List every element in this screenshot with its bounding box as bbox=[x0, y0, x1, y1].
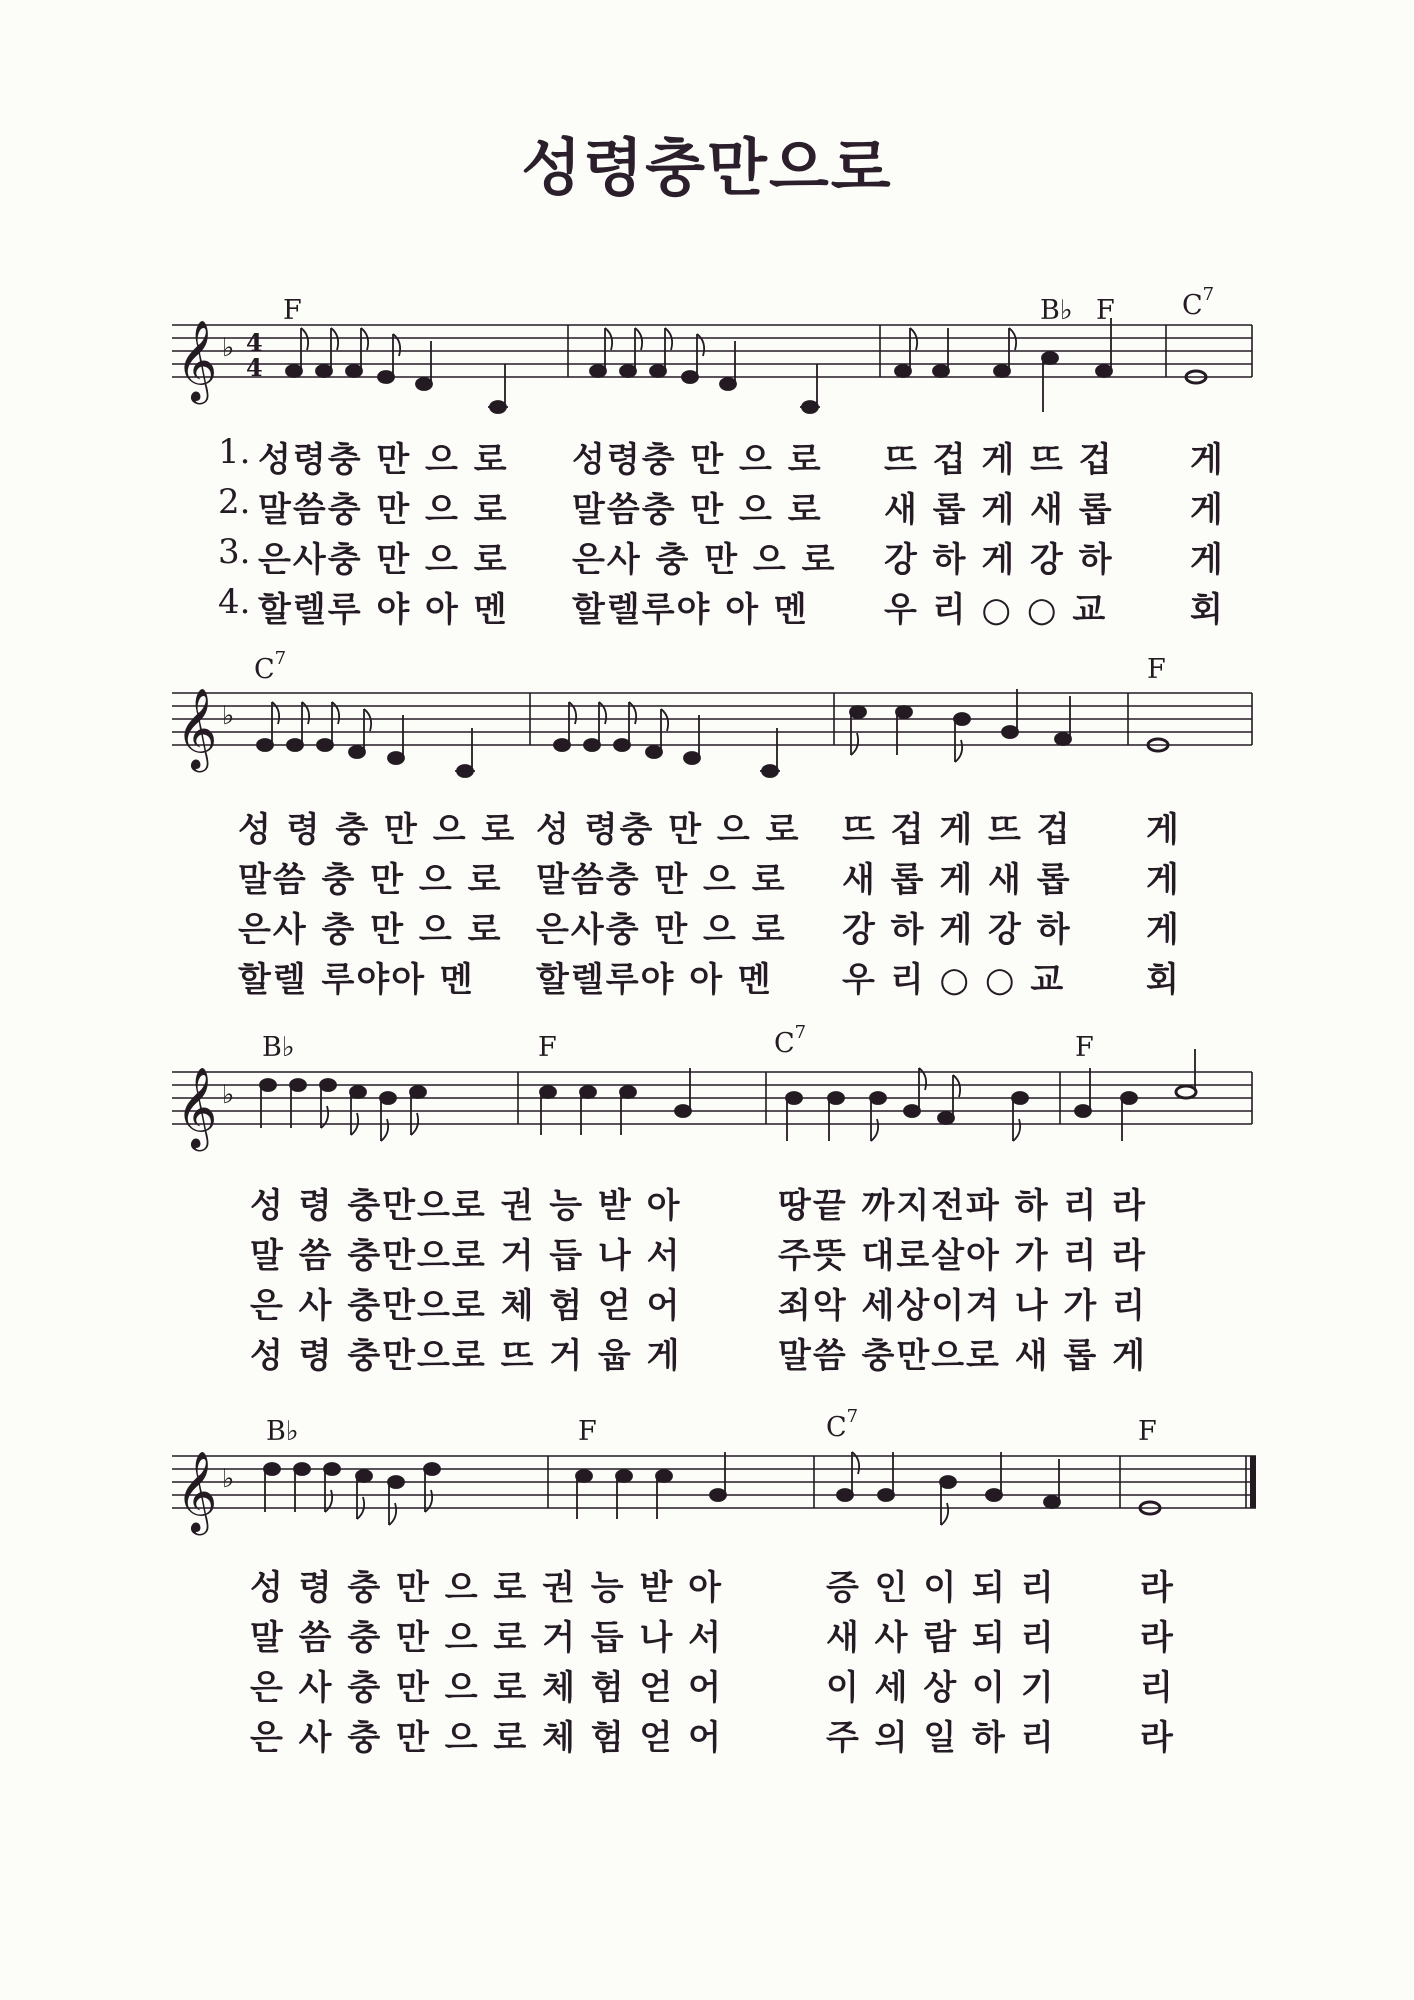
flat-key-icon: ♭ bbox=[222, 1464, 235, 1494]
flat-key-icon: ♭ bbox=[222, 701, 235, 731]
chord-symbol: $C^7$ bbox=[254, 648, 287, 685]
chord-symbol: F bbox=[1075, 1032, 1094, 1063]
chord-symbol: $C^7$ bbox=[1182, 284, 1215, 321]
chord-symbol: B♭ bbox=[266, 1416, 299, 1447]
chord-symbol: B♭ bbox=[1040, 295, 1073, 326]
chord-symbol: F bbox=[578, 1416, 597, 1447]
treble-clef-icon: 𝄞 bbox=[176, 1066, 218, 1148]
chord-symbol: B♭ bbox=[262, 1032, 295, 1063]
chord-symbol: F bbox=[283, 295, 302, 326]
treble-clef-icon: 𝄞 bbox=[176, 1450, 218, 1532]
chord-symbol: F bbox=[1096, 295, 1115, 326]
chord-symbol: F bbox=[538, 1032, 557, 1063]
treble-clef-icon: 𝄞 bbox=[176, 319, 218, 401]
final-barline bbox=[1250, 1456, 1256, 1508]
time-signature: 4 bbox=[246, 328, 263, 357]
flat-key-icon: ♭ bbox=[222, 1080, 235, 1110]
flat-key-icon: ♭ bbox=[222, 333, 235, 363]
chord-symbol: $C^7$ bbox=[826, 1406, 859, 1443]
song-title: 성령충만으로 bbox=[521, 131, 893, 204]
treble-clef-icon: 𝄞 bbox=[176, 687, 218, 769]
chord-symbol: F bbox=[1138, 1416, 1157, 1447]
note-group bbox=[264, 1452, 1160, 1525]
chord-symbol: $C^7$ bbox=[774, 1022, 807, 1059]
chord-symbol: F bbox=[1147, 654, 1166, 685]
time-signature: 4 bbox=[246, 353, 263, 382]
